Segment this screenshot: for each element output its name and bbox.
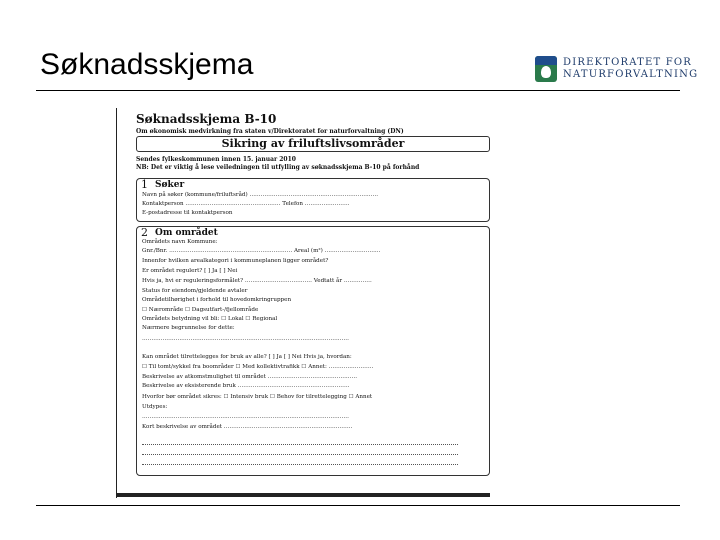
- organization-logo: [535, 56, 698, 82]
- form-row: Områdets navn Kommune:: [142, 239, 218, 245]
- section-number: 1: [141, 178, 148, 191]
- form-row: Kontaktperson …………………………………………… Telefon ……………………: [142, 201, 350, 207]
- form-row: ☐ Nærområde ☐ Dagsutfart-/fjellområde: [142, 307, 259, 313]
- dotted-answer-line: [142, 464, 458, 465]
- form-row: Områdetilhørighet i forhold til hovedomkringruppen: [142, 297, 292, 303]
- form-subtitle: Om økonomisk medvirkning fra staten v/Direktoratet for naturforvaltning (DN): [136, 128, 404, 135]
- form-row: Status for eiendom/gjeldende avtaler: [142, 288, 248, 294]
- dotted-answer-line: [142, 454, 458, 455]
- form-row: ☐ Til tomt/sykkel fra boområder ☐ Med kollektivtrafikk ☐ Annet: ……………………: [142, 364, 374, 370]
- form-band-title: Sikring av friluftslivsområder: [136, 136, 490, 152]
- header-divider: [36, 90, 680, 91]
- form-row: E-postadresse til kontaktperson: [142, 210, 233, 216]
- section-number: 2: [141, 226, 148, 239]
- form-row: Utdypes:: [142, 404, 168, 410]
- form-row: Er området regulert? [ ] Ja [ ] Nei: [142, 268, 238, 274]
- form-row: Beskrivelse av eksisterende bruk ……………………………………………………: [142, 383, 350, 389]
- form-row: Kan området tilrettelegges for bruk av alle? [ ] Ja [ ] Nei Hvis ja, hvordan:: [142, 354, 352, 360]
- form-row: Beskrivelse av atkomstmulighet til området …………………………………………: [142, 374, 358, 380]
- slide-title: Søknadsskjema: [40, 48, 254, 81]
- section-heading: Om området: [155, 228, 218, 238]
- form-row: Kort beskrivelse av området ……………………………………………………………: [142, 424, 353, 430]
- form-row: …………………………………………………………………………………………………: [142, 336, 349, 342]
- form-deadline: Sendes fylkeskommunen innen 15. januar 2010: [136, 156, 296, 163]
- section-heading: Søker: [155, 180, 185, 190]
- document-bottom-edge: [116, 493, 490, 497]
- form-row: Hvis ja, hvi er reguleringsformålet? ……………………………… Vedtatt år ……………: [142, 278, 372, 284]
- form-row: …………………………………………………………………………………………………: [142, 414, 349, 420]
- logo-line-1: DIREKTORATET FOR: [563, 57, 693, 68]
- form-document-image: [116, 108, 490, 498]
- form-row: Nærmere begrunnelse for dette:: [142, 325, 235, 331]
- form-title: Søknadsskjema B-10: [136, 112, 277, 126]
- form-row: Gnr./Bnr. ………………………………………………………… Areal (m²) …………………………: [142, 248, 381, 254]
- dotted-answer-line: [142, 444, 458, 445]
- form-nb-note: NB: Det er viktig å lese veiledningen til utfylling av søknadsskjema B-10 på forhånd: [136, 164, 420, 171]
- footer-divider: [36, 505, 680, 506]
- logo-line-2: NATURFORVALTNING: [563, 69, 699, 80]
- form-row: Navn på søker (kommune/friluftsråd) ……………………………………………………………: [142, 192, 379, 198]
- logo-text: [563, 57, 698, 81]
- document-left-edge: [116, 108, 117, 498]
- form-row: Hvorfor bør området sikres: ☐ Intensiv bruk ☐ Behov for tilrettelegging ☐ Annet: [142, 394, 373, 400]
- form-row: Områdets betydning vil bli: ☐ Lokal ☐ Regional: [142, 316, 278, 322]
- form-row: Innenfor hvilken arealkategori i kommuneplanen ligger området?: [142, 258, 329, 264]
- leaf-logo-icon: [535, 56, 557, 82]
